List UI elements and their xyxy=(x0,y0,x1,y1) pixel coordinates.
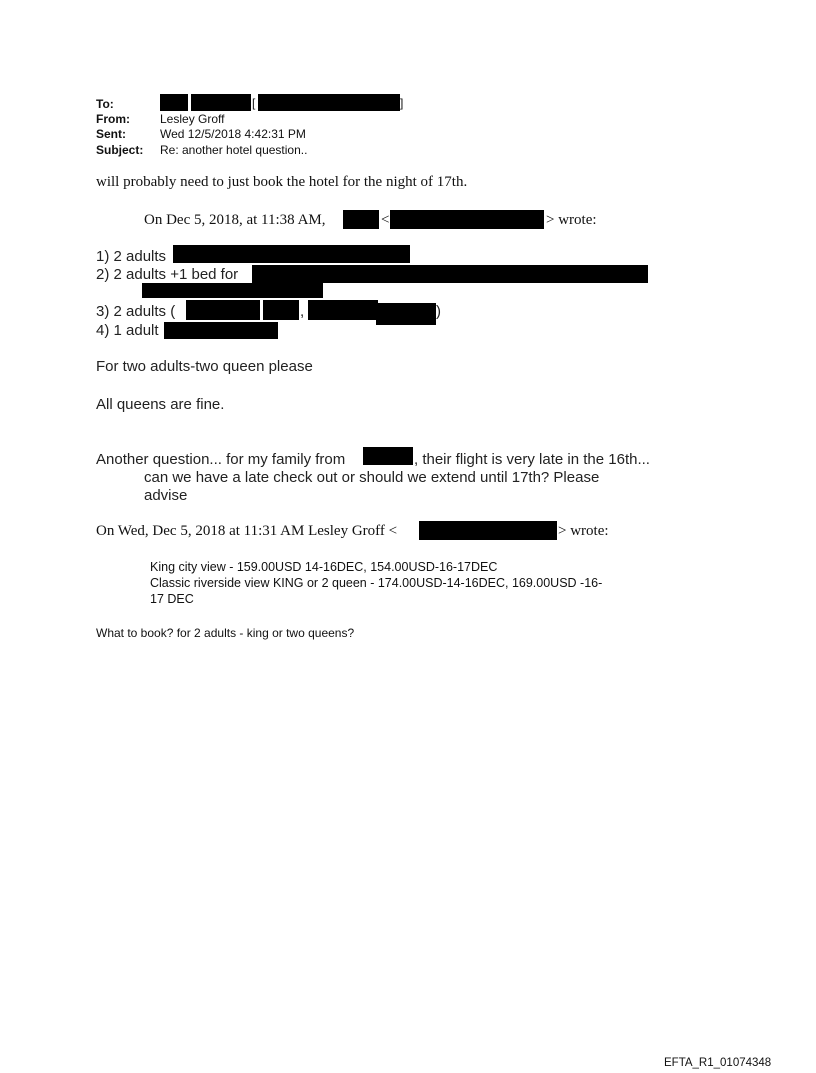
rate-line-2: Classic riverside view KING or 2 queen - 174.00USD-14-16DEC, 169.00USD -16- xyxy=(150,576,603,590)
redaction-bar xyxy=(419,521,557,540)
sent-value: Wed 12/5/2018 4:42:31 PM xyxy=(160,127,306,141)
redaction-bar xyxy=(160,94,188,111)
question-line-3: advise xyxy=(144,487,188,504)
redaction-bar xyxy=(252,265,648,283)
question-line-1b: , their flight is very late in the 16th... xyxy=(414,451,650,468)
queen-line: For two adults-two queen please xyxy=(96,358,313,375)
redaction-bar xyxy=(186,300,260,320)
list-item: 1) 2 adults xyxy=(96,248,167,265)
question-line-2: can we have a late check out or should we extend until 17th? Please xyxy=(144,469,600,486)
subject-value: Re: another hotel question.. xyxy=(160,143,308,157)
redaction-bar xyxy=(363,447,413,465)
reply-line: will probably need to just book the hotel for the night of 17th. xyxy=(96,174,468,190)
rate-line-3: 17 DEC xyxy=(150,592,194,606)
sent-label: Sent: xyxy=(96,127,126,141)
to-label: To: xyxy=(96,97,114,111)
redaction-bar xyxy=(191,94,251,111)
redaction-bar xyxy=(263,300,299,320)
subject-label: Subject: xyxy=(96,143,144,157)
list-item: 4) 1 adult xyxy=(96,322,159,339)
redaction-bar xyxy=(343,210,379,229)
from-value: Lesley Groff xyxy=(160,112,225,126)
quote-header-2: On Wed, Dec 5, 2018 at 11:31 AM Lesley Groff < xyxy=(96,523,398,539)
redaction-bar xyxy=(376,303,436,325)
quote-header-1-lt: < xyxy=(381,212,390,228)
what-to-book-line: What to book? for 2 adults - king or two queens? xyxy=(96,626,355,640)
to-bracket-close: ] xyxy=(400,96,404,110)
redaction-bar xyxy=(390,210,544,229)
redaction-bar xyxy=(258,94,400,111)
list-close-paren: ) xyxy=(436,303,441,320)
redaction-bar xyxy=(142,283,323,298)
redaction-bar xyxy=(173,245,410,263)
rate-line-1: King city view - 159.00USD 14-16DEC, 154.00USD-16-17DEC xyxy=(150,560,498,574)
redaction-bar xyxy=(308,300,378,320)
list-item: 2) 2 adults +1 bed for xyxy=(96,266,239,283)
list-item: 3) 2 adults ( xyxy=(96,303,176,320)
to-bracket-open: [ xyxy=(252,96,256,110)
quote-header-1-suffix: > wrote: xyxy=(546,212,597,228)
quote-header-1: On Dec 5, 2018, at 11:38 AM, xyxy=(144,212,326,228)
question-line-1a: Another question... for my family from xyxy=(96,451,346,468)
document-id: EFTA_R1_01074348 xyxy=(664,1057,772,1069)
from-label: From: xyxy=(96,112,130,126)
list-comma: , xyxy=(300,303,305,320)
redaction-bar xyxy=(164,322,278,339)
quote-header-2-suffix: > wrote: xyxy=(558,523,609,539)
queens-fine-line: All queens are fine. xyxy=(96,396,225,413)
